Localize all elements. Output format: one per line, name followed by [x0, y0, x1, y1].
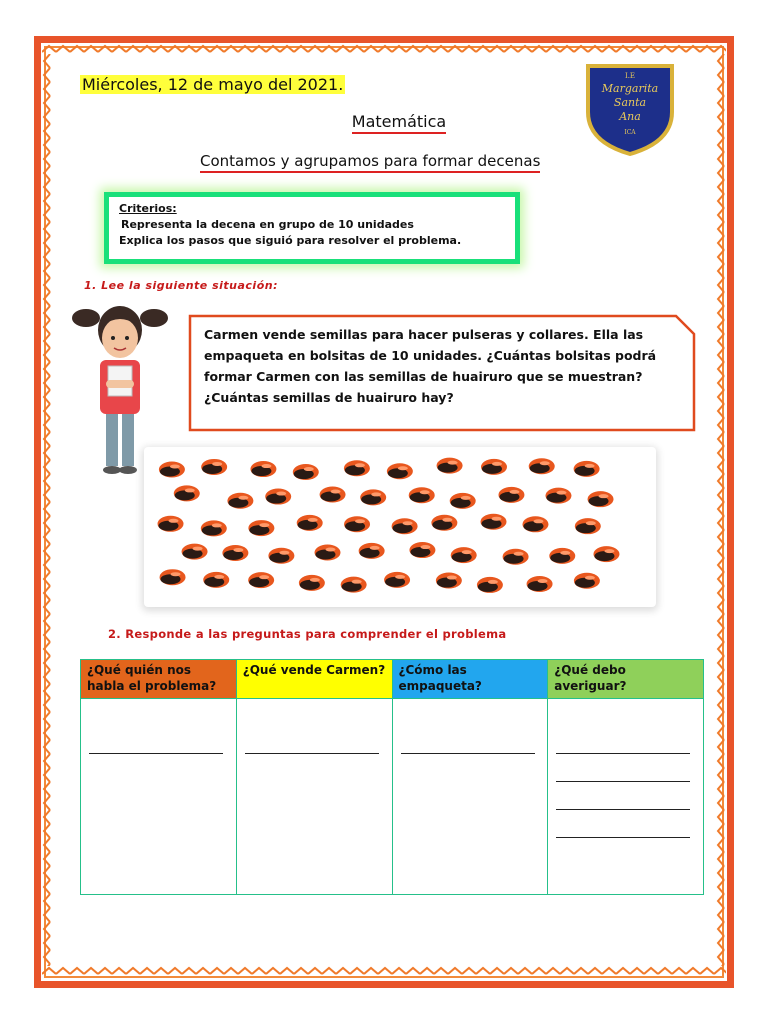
huairuro-seed: [159, 461, 185, 477]
header-how-packs: ¿Cómo las empaqueta?: [392, 660, 548, 699]
huairuro-seed: [315, 545, 341, 561]
answer-cell-who[interactable]: [81, 699, 237, 895]
huairuro-seed: [359, 543, 385, 559]
table-header-row: [81, 660, 704, 699]
huairuro-seed: [227, 493, 253, 509]
huairuro-seed: [320, 487, 346, 503]
questions-table: [80, 659, 704, 895]
huairuro-seed: [451, 547, 477, 563]
criteria-item: Representa la decena en grupo de 10 unidades: [121, 218, 414, 231]
border-zigzag-left: [42, 54, 52, 966]
huairuro-seed: [409, 542, 435, 558]
huairuro-seeds-image: [144, 447, 656, 607]
section-1-heading: 1. Lee la siguiente situación:: [84, 279, 278, 292]
huairuro-seed: [182, 544, 208, 560]
huairuro-seed: [387, 463, 413, 479]
border-zigzag-bottom: [42, 966, 726, 976]
answer-cell-what-find[interactable]: [548, 699, 704, 895]
huairuro-seed: [201, 520, 227, 536]
huairuro-seed: [481, 514, 507, 530]
huairuro-seed: [574, 573, 600, 589]
header-who: ¿Qué quién nos habla el problema?: [81, 660, 237, 699]
huairuro-seed: [297, 515, 323, 531]
huairuro-seed: [522, 516, 548, 532]
huairuro-seed: [481, 459, 507, 475]
huairuro-seed: [436, 573, 462, 589]
huairuro-seed: [268, 548, 294, 564]
table-answer-row: [81, 699, 704, 895]
crest-line: I.E: [624, 72, 636, 80]
huairuro-seed: [250, 461, 276, 477]
huairuro-seed: [360, 489, 386, 505]
huairuro-seed: [545, 488, 571, 504]
crest-line: Ana: [619, 110, 641, 123]
subject-heading: [0, 112, 768, 131]
huairuro-seed: [498, 487, 524, 503]
huairuro-seed: [503, 549, 529, 565]
answer-cell-how-packs[interactable]: [392, 699, 548, 895]
huairuro-seed: [450, 493, 476, 509]
crest-line: Margarita: [601, 82, 659, 95]
criteria-heading: Criterios:: [119, 202, 177, 215]
section-2-heading: 2. Responde a las preguntas para comprender el problema: [108, 627, 507, 641]
huairuro-seed: [593, 546, 619, 562]
page-title-text: Contamos y agrupamos para formar decenas: [200, 152, 540, 173]
huairuro-seed: [344, 460, 370, 476]
huairuro-seed: [477, 577, 503, 593]
huairuro-seed: [265, 489, 291, 505]
huairuro-seed: [248, 520, 274, 536]
huairuro-seed: [431, 515, 457, 531]
huairuro-seed: [158, 516, 184, 532]
huairuro-seed: [344, 516, 370, 532]
huairuro-seed: [341, 577, 367, 593]
huairuro-seed: [299, 575, 325, 591]
huairuro-seed: [527, 576, 553, 592]
criteria-box: [104, 192, 520, 264]
date-label: Miércoles, 12 de mayo del 2021.: [82, 75, 344, 94]
criteria-item: Explica los pasos que siguió para resolver el problema.: [119, 234, 462, 247]
page-title: [200, 152, 540, 170]
huairuro-seed: [203, 572, 229, 588]
border-zigzag-top: [42, 44, 726, 54]
huairuro-seed: [588, 491, 614, 507]
header-what-sells: ¿Qué vende Carmen?: [236, 660, 392, 699]
huairuro-seed: [392, 518, 418, 534]
subject-text: Matemática: [352, 112, 446, 134]
situation-bubble: [186, 312, 698, 434]
huairuro-seed: [222, 545, 248, 561]
crest-line: ICA: [624, 129, 636, 136]
huairuro-seed: [575, 518, 601, 534]
huairuro-seed: [201, 459, 227, 475]
situation-text: Carmen vende semillas para hacer pulseras y collares. Ella las empaqueta en bolsitas de 10 unidades. ¿Cuántas bolsitas podrá formar Carmen con las semillas de huairuro que se muestran? ¿Cuántas semillas de huairuro hay?: [204, 327, 657, 405]
school-crest-logo: [584, 62, 676, 156]
huairuro-seed: [437, 458, 463, 474]
huairuro-seed: [174, 485, 200, 501]
border-zigzag-right: [716, 54, 726, 966]
huairuro-seed: [574, 461, 600, 477]
huairuro-seed: [160, 569, 186, 585]
huairuro-seed: [529, 458, 555, 474]
huairuro-seed: [384, 572, 410, 588]
huairuro-seed: [248, 572, 274, 588]
answer-cell-what-sells[interactable]: [236, 699, 392, 895]
huairuro-seed: [549, 548, 575, 564]
huairuro-seed: [293, 464, 319, 480]
header-what-find: ¿Qué debo averiguar?: [548, 660, 704, 699]
crest-line: Santa: [613, 96, 647, 109]
huairuro-seed: [409, 487, 435, 503]
